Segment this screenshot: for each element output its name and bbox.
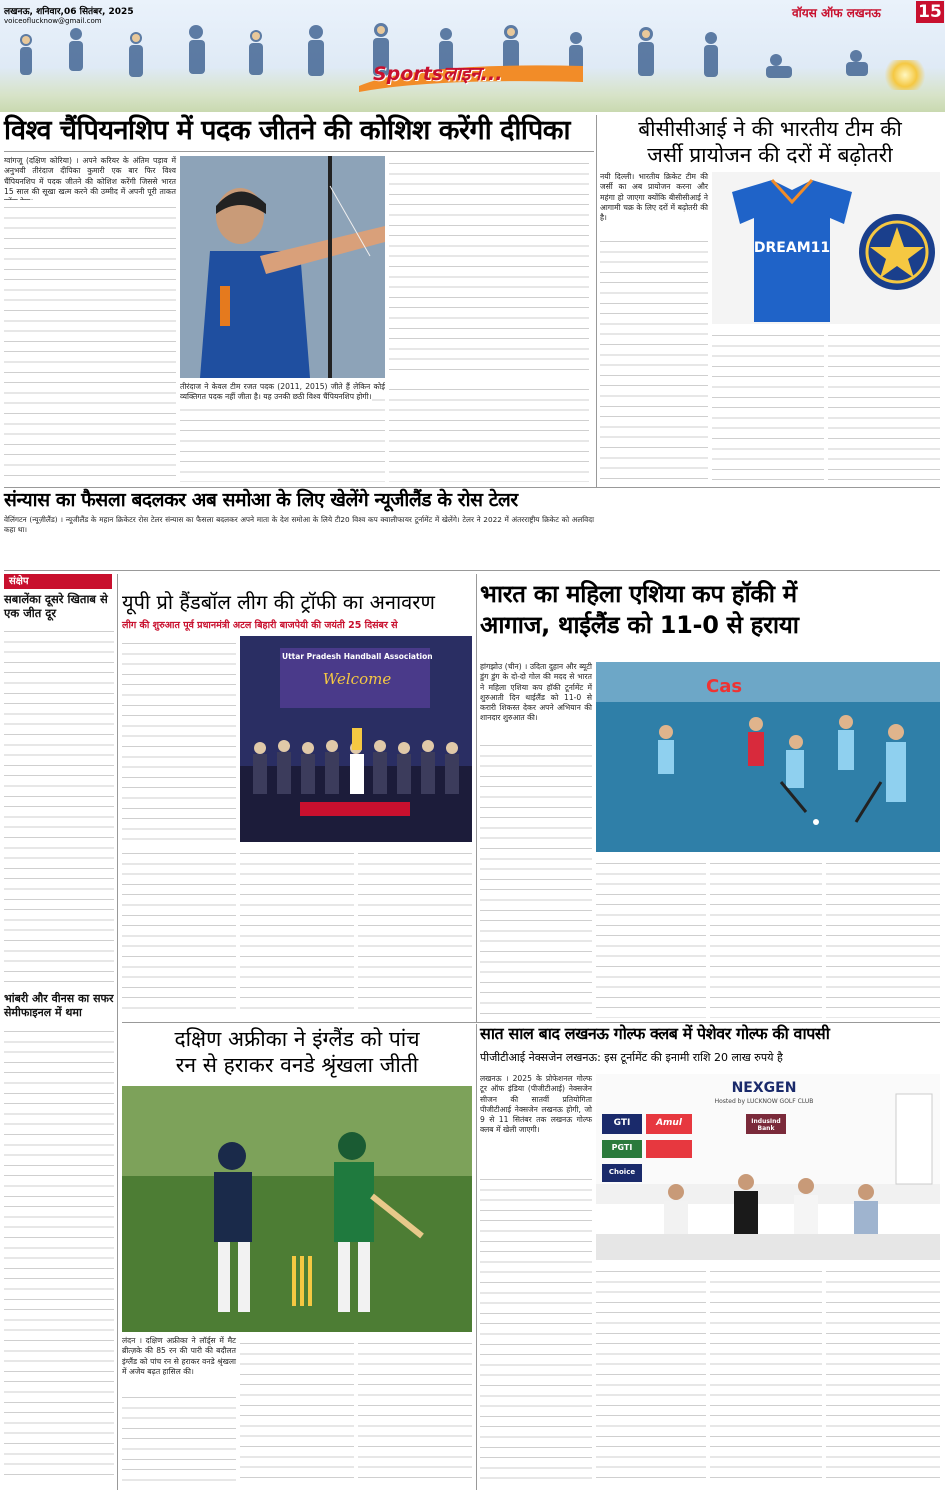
odi-col2-body: [240, 1336, 354, 1486]
hockey-col4-body: [826, 856, 940, 1018]
golf-sponsor-2: Amul: [656, 1118, 682, 1128]
hockey-col2-body: [596, 856, 706, 1018]
hockey-match-photo: [596, 662, 940, 852]
handball-col1-body: [122, 636, 236, 846]
bcci-col3-body: [828, 328, 940, 484]
odi-headline-line1: दक्षिण अफ्रीका ने इंग्लैंड को पांच: [174, 1027, 420, 1051]
sankshep-title1: सबालेंका दूसरे खिताब से एक जीत दूर: [4, 592, 108, 620]
handball-col4-body: [358, 846, 472, 1014]
deepika-col4-body: [389, 156, 589, 378]
deepika-col2-text: तीरंदाज ने केवल टीम रजत पदक (2011, 2015) जीते हैं लेकिन कोई व्यक्तिगत पदक नहीं जीता है। यह उनकी छठी विश्व चैंपियनशिप होगी।: [180, 382, 385, 402]
sankshep-body1: [4, 624, 114, 984]
handball-subhead: लीग की शुरुआत पूर्व प्रधानमंत्री अटल बिहारी बाजपेयी की जयंती 25 दिसंबर से: [122, 620, 398, 631]
deepika-col1-body: [4, 200, 176, 482]
bcci-headline-line1: बीसीसीआई ने की भारतीय टीम की: [638, 117, 902, 141]
website: voiceoflucknow@gmail.com: [4, 17, 102, 25]
section-banner: [355, 56, 587, 94]
handball-col3-body: [240, 846, 354, 1014]
deepika-col2-body: [180, 382, 385, 482]
golf-banner-brand: NEXGEN: [731, 1080, 797, 1096]
bcci-headline-line2: जर्सी प्रायोजन की दरों में बढ़ोतरी: [647, 143, 893, 167]
hockey-headline-line2: आगाज, थाईलैंड को 11-0 से हराया: [480, 611, 799, 640]
hockey-col1-body: [480, 738, 592, 1018]
bcci-dateline: नयी दिल्ली। भारतीय क्रिकेट टीम की जर्सी का अब प्रायोजन करना और महंगा हो जाएगा क्योंकि बीसीसीआई ने आगामी चक्र के लिए दरों में बढ़ोतरी की है।: [600, 172, 708, 223]
golf-dateline: लखनऊ । 2025 के प्रोफेशनल गोल्फ टूर ऑफ इंडिया (पीजीटीआई) नेक्सजेन सीजन की सातवीं प्रतियोगिता पीजीटीआई नेक्सजेन लखनऊ होगी, जो 9 से 11 सितंबर तक लखनऊ गोल्फ क्लब में खेली जाएगी।: [480, 1074, 592, 1135]
golf-sponsor-3: PGTI: [611, 1143, 633, 1152]
bcci-col1-body: [600, 234, 708, 484]
svg-text:Cas: Cas: [706, 676, 743, 697]
golf-col1-body: [480, 1172, 592, 1486]
sankshep-body2: [4, 1024, 114, 1484]
svg-text:DREAM11: DREAM11: [753, 240, 831, 256]
page-number: 15: [916, 1, 944, 23]
hockey-col3-body: [710, 856, 822, 1018]
odi-body: लंदन । दक्षिण अफ्रीका ने लॉर्ड्स में मैट ब्रीत्ज़के की 85 रन की पारी की बदौलत इंग्लैंड को पांच रन से हराकर वनडे श्रृंखला में अजेय बढ़त हासिल की।: [122, 1336, 236, 1376]
handball-col2-body: [122, 846, 236, 1014]
golf-sponsor-1: GTI: [613, 1118, 631, 1128]
odi-cricket-photo: [122, 1086, 472, 1332]
deepika-dateline: ग्वांगजू (दक्षिण कोरिया) । अपने करियर के अंतिम पड़ाव में अनुभवी तीरंदाज दीपिका कुमारी एक बार फिर विश्व चैंपियनशिप में पदक जीतने की कोशिश करेंगी जिससे भारत 15 साल की सूखा खत्म करने की उम्मीद में अपनी पूरी ताकत: [4, 156, 176, 196]
deepika-archery-photo: [180, 156, 385, 378]
sankshep-label: संक्षेप: [4, 574, 112, 589]
ross-taylor-headline: संन्यास का फैसला बदलकर अब समोआ के लिए खेलेंगे न्यूजीलैंड के रोस टेलर: [4, 489, 518, 511]
golf-col2-body: [596, 1264, 706, 1486]
handball-banner-text: Uttar Pradesh Handball Association: [282, 652, 433, 661]
golf-col3-body: [710, 1264, 822, 1486]
golf-headline: सात साल बाद लखनऊ गोल्फ क्लब में पेशेवर गोल्फ की वापसी: [480, 1024, 830, 1043]
golf-sponsor-5: IndusInd Bank: [751, 1118, 781, 1132]
odi-headline-line2: रन से हराकर वनडे श्रृंखला जीती: [175, 1053, 419, 1077]
hockey-headline-line1: भारत का महिला एशिया कप हॉकी में: [480, 580, 797, 608]
bcci-col2-body: [712, 328, 824, 484]
golf-press-photo: [596, 1074, 940, 1260]
hockey-headline-box: [480, 582, 940, 654]
golf-subhead: पीजीटीआई नेक्सजेन लखनऊ: इस टूर्नामेंट की इनामी राशि 20 लाख रुपये है: [480, 1051, 783, 1064]
hockey-dateline: हांगझोउ (चीन) । उदिता दुहान और ब्यूटी डुंग डुंग के दो-दो गोल की मदद से भारत ने महिला एशिया कप हॉकी टूर्नामेंट में शुरुआती दिन थाईलैंड को 11-0 से करारी शिकस्त देकर अपने अभियान की शानदार शुरुआत की।: [480, 662, 592, 723]
golf-sponsor-4: Choice: [608, 1168, 636, 1176]
stadium-lights-icon: [880, 60, 930, 90]
handball-ceremony-photo: [240, 636, 472, 842]
handball-banner-welcome: Welcome: [322, 670, 392, 688]
sankshep-title2: भांबरी और वीनस का सफर सेमीफाइनल में थमा: [4, 992, 114, 1019]
date-line: लखनऊ, शनिवार,06 सितंबर, 2025: [4, 7, 134, 17]
deepika-headline: विश्व चैंपियनशिप में पदक जीतने की कोशिश करेंगी दीपिका: [4, 115, 570, 146]
ross-taylor-body: वेलिंगटन (न्यूज़ीलैंड) । न्यूजीलैंड के महान क्रिकेटर रोस टेलर संन्यास का फैसला बदलकर अपने माता के देश समोआ के लिये टी20 विश्व कप क्वालीफायर टूर्नामेंट में खेलेंगे। टेलर ने 2022 में अंतरराष्ट्रीय क्रिकेट को अलविदा कहा था।: [4, 515, 594, 534]
masthead: [0, 0, 945, 112]
deepika-col3-body: [389, 382, 589, 482]
brand-name: वॉयस ऑफ लखनऊ: [792, 6, 881, 20]
golf-col4-body: [826, 1264, 940, 1486]
odi-col3-body: [358, 1336, 472, 1486]
handball-headline: यूपी प्रो हैंडबॉल लीग की ट्रॉफी का अनावरण: [122, 590, 435, 614]
section-title: Sportsलाइन...: [373, 63, 503, 85]
bcci-jersey-photo: [712, 172, 940, 324]
odi-col1-body: [122, 1390, 236, 1486]
golf-banner-org: Hosted by LUCKNOW GOLF CLUB: [714, 1098, 814, 1105]
